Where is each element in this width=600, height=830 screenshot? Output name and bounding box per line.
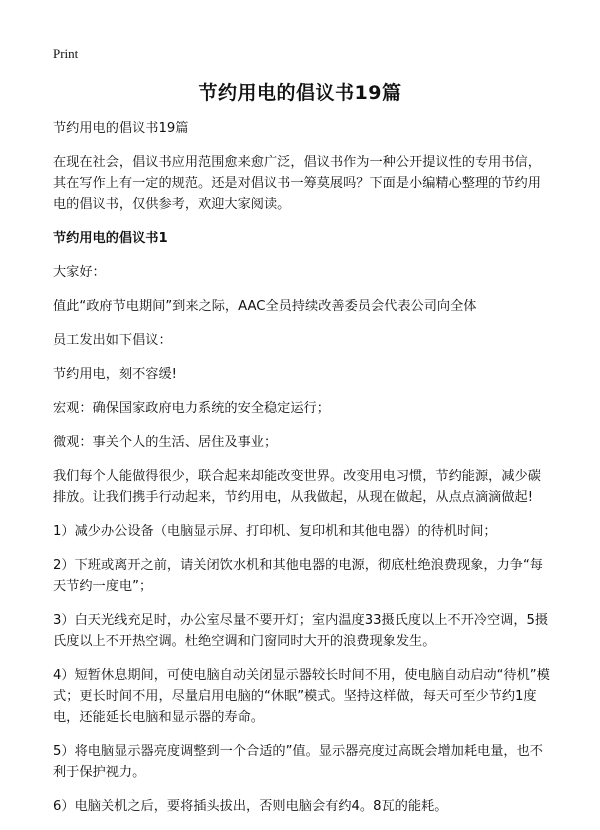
document-title: 节约用电的倡议书19篇 (198, 82, 402, 104)
print-link[interactable]: Print (53, 46, 79, 61)
list-item-3: 3）白天光线充足时，办公室尽量不要开灯；室内温度33摄氏度以上不开冷空调，5摄氏度以上不开热空调。杜绝空调和门窗同时大开的浪费现象发生。 (53, 613, 549, 649)
intro-paragraph: 在现在社会，倡议书应用范围愈来愈广泛，倡议书作为一种公开提议性的专用书信，其在写作上有一定的规范。还是对倡议书一筹莫展吗？下面是小编精心整理的节约用电的倡议书，仅供参考，欢迎大家阅读。 (53, 155, 541, 212)
section-heading: 节约用电的倡议书1 (53, 231, 168, 246)
paragraph-greeting: 大家好： (53, 265, 106, 280)
paragraph-5: 微观：事关个人的生活、居住及事业； (53, 435, 278, 450)
paragraph-4: 宏观：确保国家政府电力系统的安全稳定运行； (53, 401, 330, 416)
list-item-1: 1）减少办公设备（电脑显示屏、打印机、复印机和其他电器）的待机时间； (53, 524, 497, 539)
list-item-2: 2）下班或离开之前，请关闭饮水机和其他电器的电源，彻底杜绝浪费现象，力争“每天节约一度电”； (53, 558, 543, 594)
paragraph-6: 我们每个人能做得很少，联合起来却能改变世界。改变用电习惯，节约能源，减少碳排放。让我们携手行动起来，节约用电，从我做起，从现在做起，从点点滴滴做起! (53, 469, 541, 505)
list-item-6: 6）电脑关机之后，要将插头拔出，否则电脑会有约4。8瓦的能耗。 (53, 799, 448, 814)
paragraph-1: 值此“政府节电期间”到来之际，AAC全员持续改善委员会代表公司向全体 (53, 299, 477, 314)
document-subtitle: 节约用电的倡议书19篇 (53, 121, 189, 136)
list-item-5: 5）将电脑显示器亮度调整到一个合适的”值。显示器亮度过高既会增加耗电量，也不利于保护视力。 (53, 744, 543, 780)
paragraph-3: 节约用电，刻不容缓! (53, 367, 177, 382)
list-item-4: 4）短暂休息期间，可使电脑自动关闭显示器较长时间不用，使电脑自动启动“待机”模式；更长时间不用，尽量启用电脑的“休眠”模式。坚持这样做，每天可至少节约1度电，还能延长电脑和显示器的寿命。 (53, 668, 550, 725)
document-body (53, 118, 553, 830)
paragraph-2: 员工发出如下倡议： (53, 333, 172, 348)
